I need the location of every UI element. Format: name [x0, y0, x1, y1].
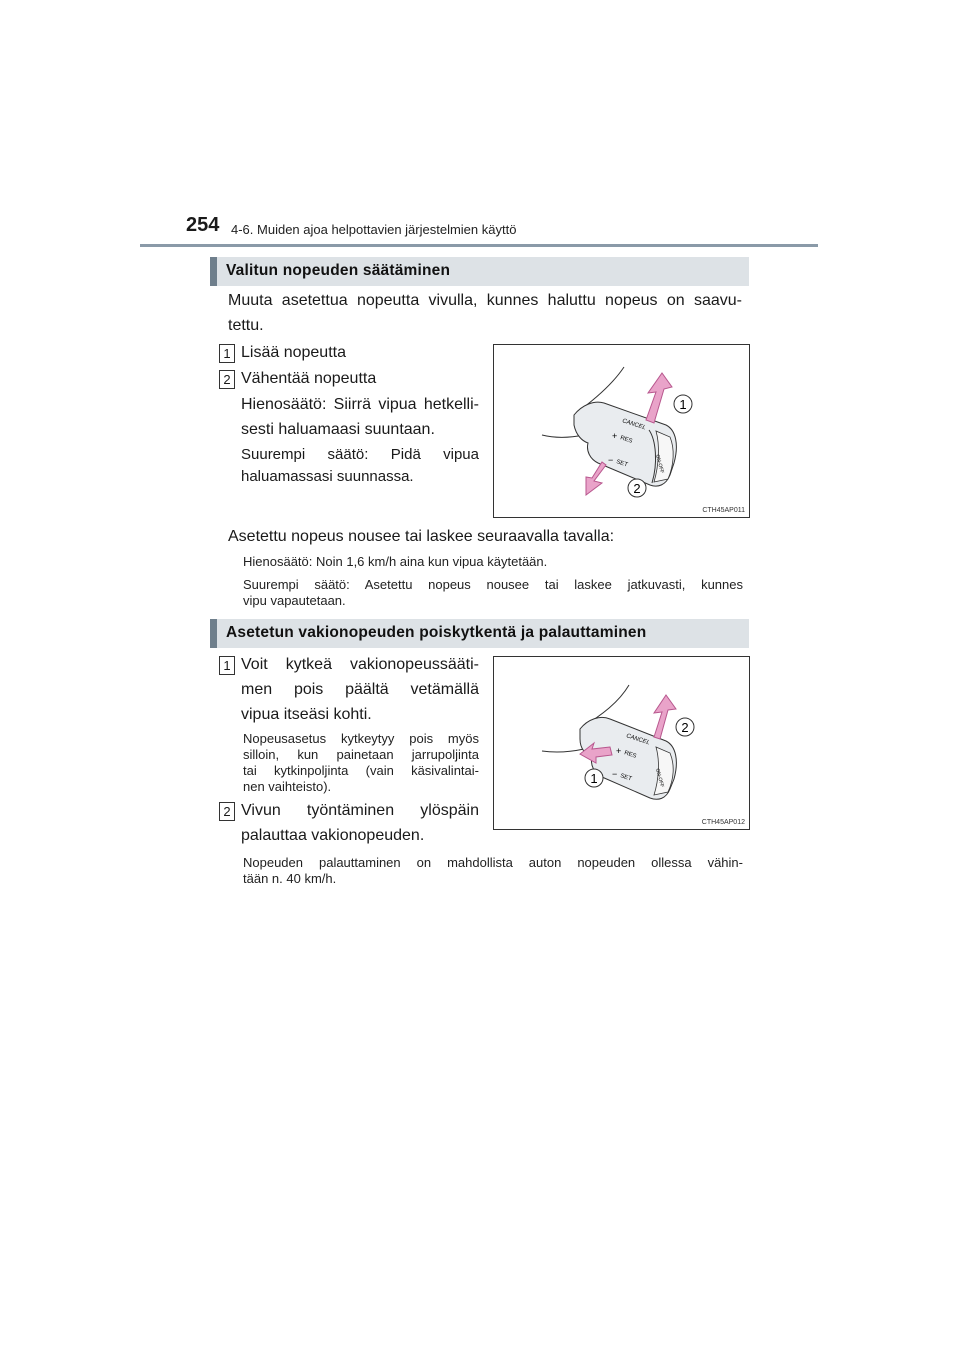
arrow-up-icon	[654, 695, 676, 739]
section-title: Asetetun vakionopeuden poiskytkentä ja palauttaminen	[226, 624, 647, 641]
cancel-note-line-2: silloin, kun painetaan jarrupoljinta	[243, 747, 479, 762]
section-heading-speed-adjust	[210, 257, 749, 286]
callout-2: 2	[681, 720, 689, 735]
cancel-line-3: vipua itseäsi kohti.	[241, 706, 372, 723]
resume-note-line-2: tään n. 40 km/h.	[243, 871, 337, 886]
cancel-line-1: Voit kytkeä vakionopeussääti-	[241, 656, 479, 673]
resume-line-1: Vivun työntäminen ylöspäin	[241, 802, 479, 819]
callout-1: 1	[679, 397, 687, 412]
fine-adjust-line-1: Hienosäätö: Siirrä vipua hetkelli-	[241, 396, 479, 413]
figure-code: CTH45AP012	[701, 819, 745, 826]
coarse-adjust-line-1: Suurempi säätö: Pidä vipua	[241, 446, 479, 463]
item-text-increase: Lisää nopeutta	[241, 344, 346, 361]
figure-code: CTH45AP011	[702, 507, 745, 514]
item-number-1: 1	[219, 344, 235, 363]
figure-lever-adjust	[493, 344, 750, 518]
cancel-note-line-3: tai kytkinpoljinta (vain käsivalintai-	[243, 763, 479, 778]
label-res: RES	[623, 750, 637, 760]
section-title: Valitun nopeuden säätäminen	[226, 262, 451, 279]
arrow-up-icon	[646, 373, 672, 423]
callout-1: 1	[590, 771, 598, 786]
page-number: 254	[186, 214, 220, 236]
chapter-title: 4-6. Muiden ajoa helpottavien järjestelmien käyttö	[231, 222, 517, 237]
resume-note-line-1: Nopeuden palauttaminen on mahdollista auton nopeuden ollessa vähin-	[243, 855, 743, 870]
resume-line-2: palauttaa vakionopeuden.	[241, 827, 425, 844]
section-heading-bar	[210, 257, 217, 286]
figure-lever-cancel	[493, 656, 750, 830]
item-number-2: 2	[219, 370, 235, 389]
header-rule	[140, 244, 818, 247]
cancel-line-2: men pois päältä vetämällä	[241, 681, 479, 698]
label-on-off: ON-OFF	[654, 453, 665, 475]
section-heading-bar	[210, 619, 217, 648]
note-fine-adjust: Hienosäätö: Noin 1,6 km/h aina kun vipua käytetään.	[243, 554, 548, 569]
note-coarse-adjust-line-1: Suurempi säätö: Asetettu nopeus nousee tai laskee jatkuvasti, kunnes	[243, 577, 743, 592]
section-heading-cancel-resume	[210, 619, 749, 648]
lever-illustration-1	[494, 345, 749, 517]
fine-adjust-line-2: sesti haluamaasi suuntaan.	[241, 421, 435, 438]
result-text: Asetettu nopeus nousee tai laskee seuraavalla tavalla:	[228, 528, 615, 545]
item-text-decrease: Vähentää nopeutta	[241, 370, 377, 387]
item-number-2: 2	[219, 802, 235, 821]
label-on-off: ON-OFF	[654, 767, 665, 789]
intro-line-2: tettu.	[228, 317, 264, 334]
callout-2: 2	[633, 481, 641, 496]
label-cancel: CANCEL	[621, 418, 647, 432]
cancel-note-line-1: Nopeusasetus kytkeytyy pois myös	[243, 731, 479, 746]
lever-illustration-2	[494, 657, 749, 829]
label-minus: −	[608, 455, 614, 465]
label-res: RES	[619, 435, 633, 445]
coarse-adjust-line-2: haluamassasi suunnassa.	[241, 468, 414, 485]
cancel-note-line-4: nen vaihteisto).	[243, 779, 332, 794]
label-set: SET	[615, 459, 629, 469]
label-cancel: CANCEL	[625, 733, 651, 747]
label-plus: +	[612, 431, 618, 441]
label-set: SET	[619, 773, 633, 783]
arrow-down-icon	[586, 462, 606, 495]
intro-line-1: Muuta asetettua nopeutta vivulla, kunnes haluttu nopeus on saavu-	[228, 292, 742, 309]
item-number-1: 1	[219, 656, 235, 675]
label-plus: +	[616, 746, 622, 756]
label-minus: −	[612, 769, 618, 779]
note-coarse-adjust-line-2: vipu vapautetaan.	[243, 593, 346, 608]
